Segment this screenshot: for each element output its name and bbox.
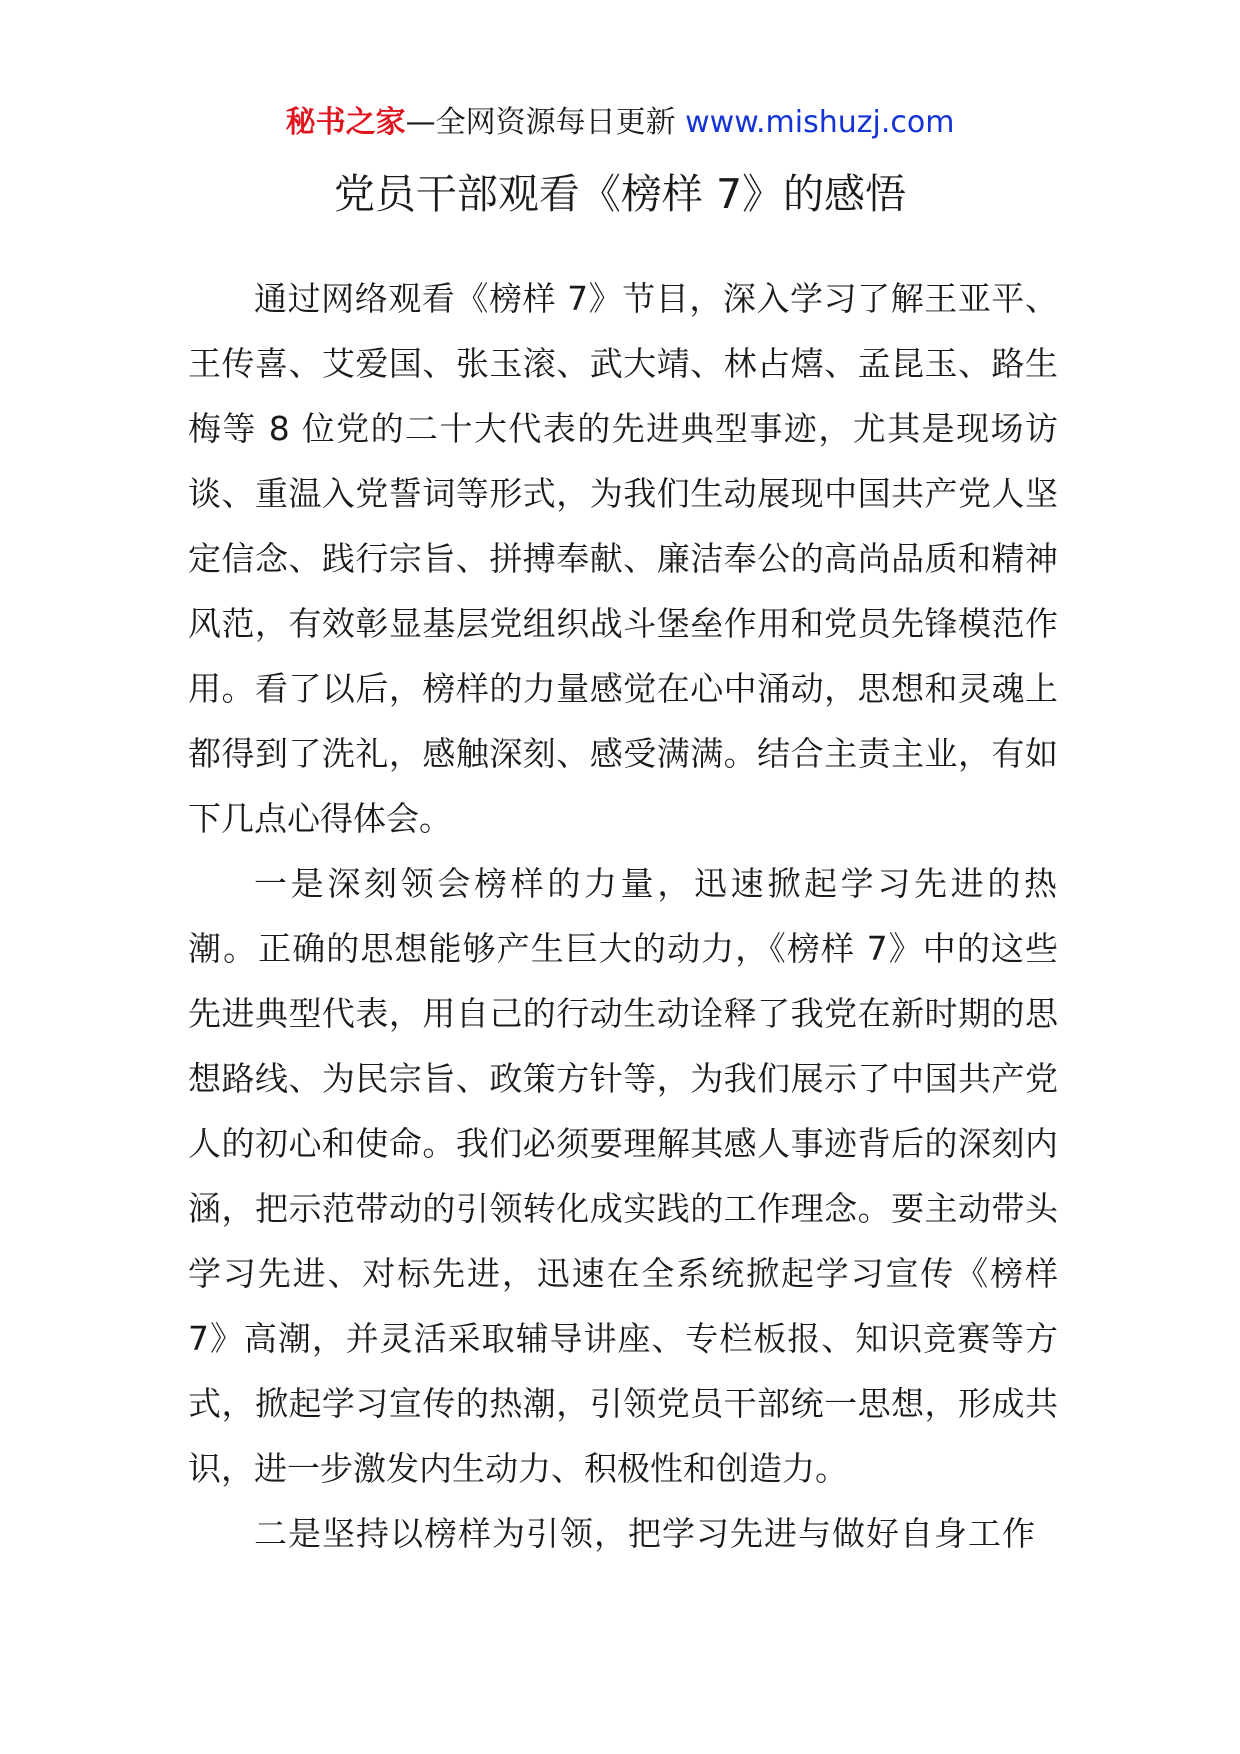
paragraph-lead: 二是坚持以榜样为引领，把学习先进与做好自身工作 (254, 1514, 1036, 1553)
paragraph-lead: 一是深刻领会榜样的力量，迅速掀起学习先进的热潮。 (188, 864, 1058, 968)
paragraph (188, 1501, 1058, 1566)
site-brand: 秘书之家 (285, 105, 406, 140)
site-header (0, 103, 1240, 143)
document-body (188, 266, 1058, 1566)
document-title: 党员干部观看《榜样 7》的感悟 (333, 170, 907, 218)
site-url-link[interactable]: www.mishuzj.com (685, 105, 955, 140)
paragraph-text: 通过网络观看《榜样 7》节目，深入学习了解王亚平、王传喜、艾爱国、张玉滚、武大靖、林占熺、孟昆玉、路生梅等 8 位党的二十大代表的先进典型事迹，尤其是现场访谈、重温入党誓词等形式，为我们生动展现中国共产党人坚定信念、践行宗旨、拼搏奉献、廉洁奉公的高尚品质和精神风范，有效彰显基层党组织战斗堡垒作用和党员先锋模范作用。看了以后，榜样的力量感觉在心中涌动，思想和灵魂上都得到了洗礼，感触深刻、感受满满。结合主责主业，有如下几点心得体会。 (188, 279, 1058, 838)
paragraph (188, 266, 1058, 851)
paragraph-text: 正确的思想能够产生巨大的动力，《榜样 7》中的这些先进典型代表，用自己的行动生动诠释了我党在新时期的思想路线、为民宗旨、政策方针等，为我们展示了中国共产党人的初心和使命。我们必须要理解其感人事迹背后的深刻内涵，把示范带动的引领转化成实践的工作理念。要主动带头学习先进、对标先进，迅速在全系统掀起学习宣传《榜样 7》高潮，并灵活采取辅导讲座、专栏板报、知识竞赛等方式，掀起学习宣传的热潮，引领党员干部统一思想，形成共识，进一步激发内生动力、积极性和创造力。 (188, 929, 1058, 1488)
site-tagline: —全网资源每日更新 (405, 105, 676, 140)
paragraph (188, 851, 1058, 1501)
